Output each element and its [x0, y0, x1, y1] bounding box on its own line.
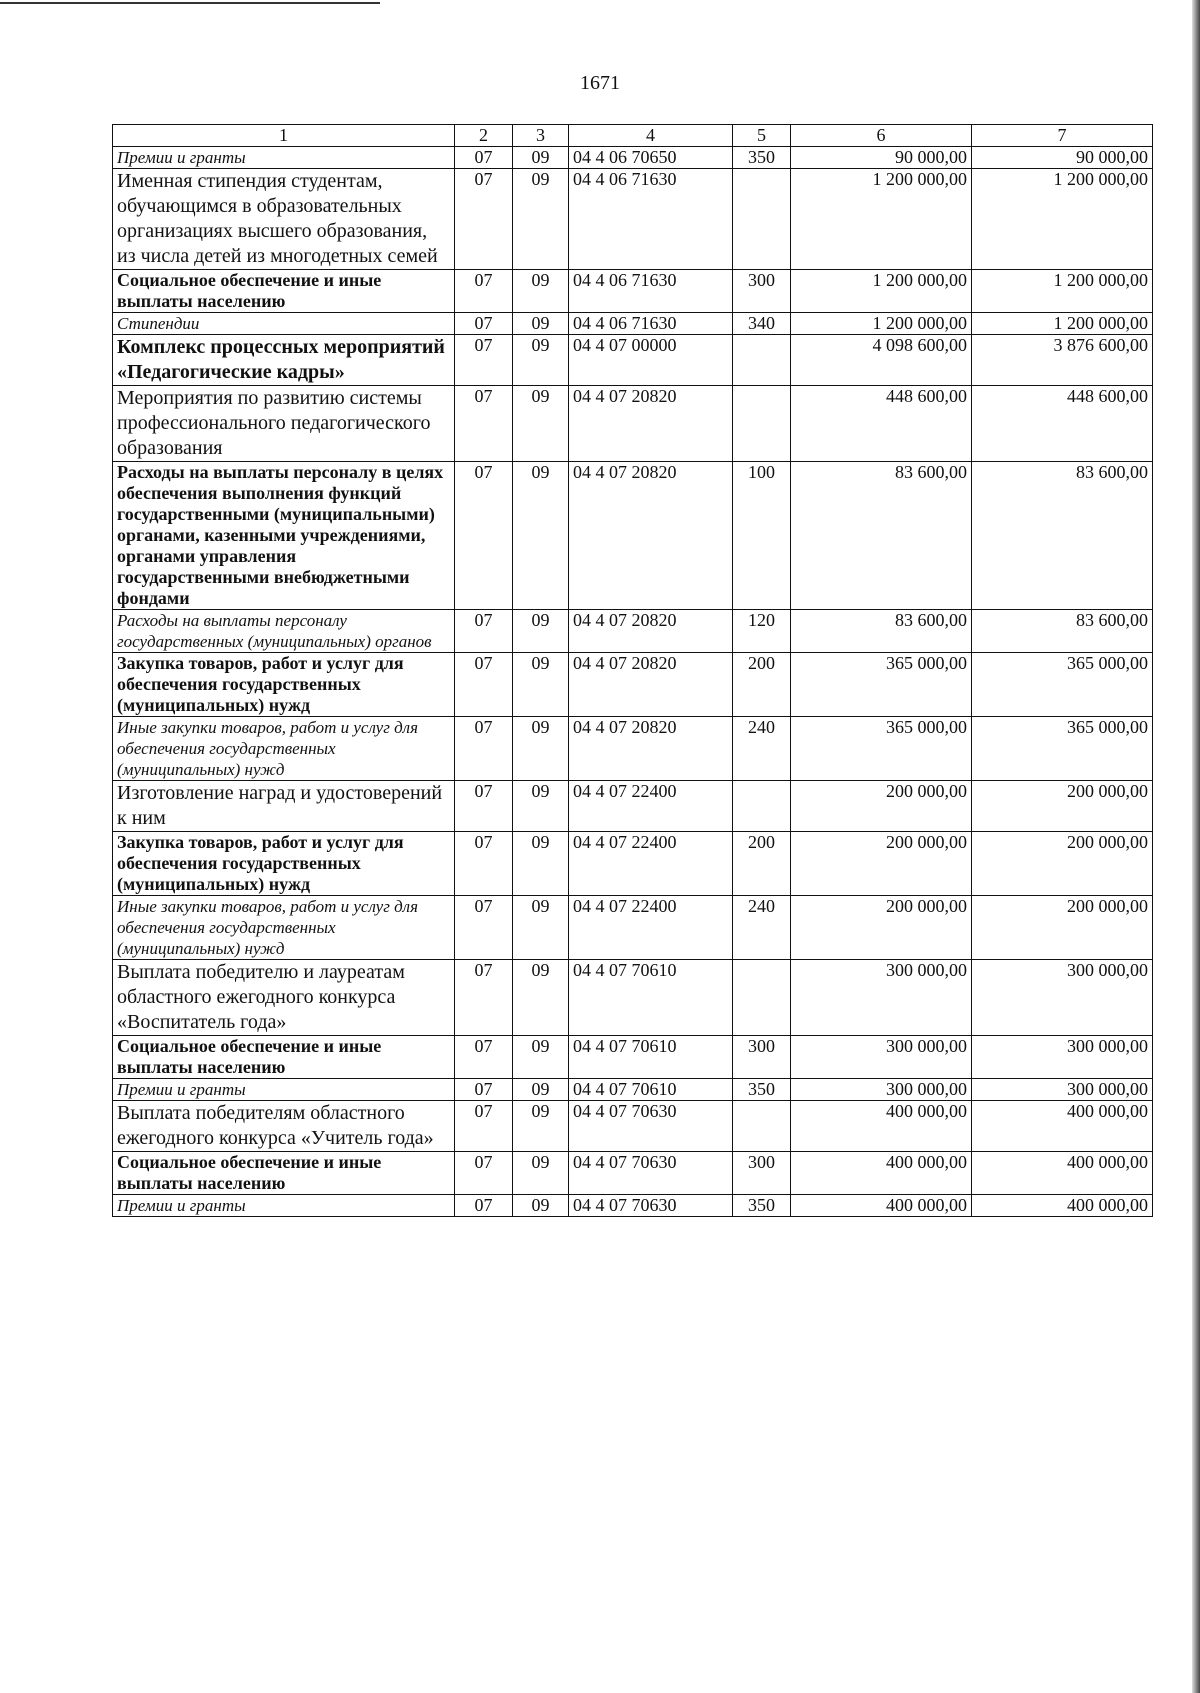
scan-artifact-line	[0, 2, 380, 4]
amount-year1-cell: 365 000,00	[791, 717, 972, 781]
row-name-cell: Закупка товаров, работ и услуг для обеспечения государственных (муниципальных) нужд	[113, 653, 455, 717]
section-code-cell: 07	[455, 1101, 513, 1152]
row-name-cell: Премии и гранты	[113, 147, 455, 169]
amount-year1-cell: 448 600,00	[791, 386, 972, 462]
header-cell-6: 6	[791, 125, 972, 147]
subsection-code-cell: 09	[513, 896, 569, 960]
table-header-row	[113, 125, 1153, 147]
subsection-code-cell: 09	[513, 313, 569, 335]
subsection-code-cell: 09	[513, 462, 569, 610]
section-code-cell: 07	[455, 610, 513, 653]
expense-type-cell: 340	[733, 313, 791, 335]
section-code-cell: 07	[455, 781, 513, 832]
amount-year1-cell: 90 000,00	[791, 147, 972, 169]
target-code-cell: 04 4 07 70610	[569, 1036, 733, 1079]
amount-year2-cell: 1 200 000,00	[972, 270, 1153, 313]
target-code-cell: 04 4 07 70630	[569, 1101, 733, 1152]
target-code-cell: 04 4 06 70650	[569, 147, 733, 169]
table-row	[113, 1079, 1153, 1101]
row-name-cell: Социальное обеспечение и иные выплаты населению	[113, 1152, 455, 1195]
row-name-cell: Расходы на выплаты персоналу в целях обеспечения выполнения функций государственными (муниципальными) органами, казенными учреждениями, органами управления государственными внебюджетными фондами	[113, 462, 455, 610]
target-code-cell: 04 4 06 71630	[569, 270, 733, 313]
table-row	[113, 610, 1153, 653]
amount-year1-cell: 400 000,00	[791, 1101, 972, 1152]
table-row	[113, 896, 1153, 960]
subsection-code-cell: 09	[513, 169, 569, 270]
row-name-cell: Выплата победителям областного ежегодного конкурса «Учитель года»	[113, 1101, 455, 1152]
target-code-cell: 04 4 07 22400	[569, 832, 733, 896]
header-cell-5: 5	[733, 125, 791, 147]
target-code-cell: 04 4 07 70630	[569, 1195, 733, 1217]
table-row	[113, 313, 1153, 335]
table-row	[113, 1195, 1153, 1217]
target-code-cell: 04 4 07 70630	[569, 1152, 733, 1195]
section-code-cell: 07	[455, 653, 513, 717]
amount-year1-cell: 400 000,00	[791, 1152, 972, 1195]
target-code-cell: 04 4 07 70610	[569, 960, 733, 1036]
expense-type-cell: 300	[733, 270, 791, 313]
expense-type-cell: 100	[733, 462, 791, 610]
section-code-cell: 07	[455, 960, 513, 1036]
target-code-cell: 04 4 06 71630	[569, 169, 733, 270]
table-row	[113, 1036, 1153, 1079]
table-row	[113, 1152, 1153, 1195]
subsection-code-cell: 09	[513, 960, 569, 1036]
table-row	[113, 462, 1153, 610]
target-code-cell: 04 4 07 20820	[569, 386, 733, 462]
expense-type-cell	[733, 335, 791, 386]
subsection-code-cell: 09	[513, 832, 569, 896]
expense-type-cell: 240	[733, 717, 791, 781]
section-code-cell: 07	[455, 169, 513, 270]
table-row	[113, 653, 1153, 717]
subsection-code-cell: 09	[513, 270, 569, 313]
expense-type-cell	[733, 169, 791, 270]
expense-type-cell: 350	[733, 1079, 791, 1101]
row-name-cell: Выплата победителю и лауреатам областного ежегодного конкурса «Воспитатель года»	[113, 960, 455, 1036]
amount-year2-cell: 200 000,00	[972, 781, 1153, 832]
section-code-cell: 07	[455, 270, 513, 313]
section-code-cell: 07	[455, 1195, 513, 1217]
target-code-cell: 04 4 07 22400	[569, 896, 733, 960]
target-code-cell: 04 4 07 00000	[569, 335, 733, 386]
amount-year1-cell: 83 600,00	[791, 610, 972, 653]
amount-year1-cell: 300 000,00	[791, 1036, 972, 1079]
row-name-cell: Мероприятия по развитию системы профессионального педагогического образования	[113, 386, 455, 462]
target-code-cell: 04 4 07 20820	[569, 462, 733, 610]
subsection-code-cell: 09	[513, 147, 569, 169]
amount-year2-cell: 300 000,00	[972, 960, 1153, 1036]
amount-year1-cell: 1 200 000,00	[791, 313, 972, 335]
section-code-cell: 07	[455, 1036, 513, 1079]
row-name-cell: Закупка товаров, работ и услуг для обеспечения государственных (муниципальных) нужд	[113, 832, 455, 896]
section-code-cell: 07	[455, 462, 513, 610]
amount-year1-cell: 300 000,00	[791, 960, 972, 1036]
amount-year2-cell: 1 200 000,00	[972, 169, 1153, 270]
section-code-cell: 07	[455, 147, 513, 169]
subsection-code-cell: 09	[513, 1101, 569, 1152]
amount-year1-cell: 200 000,00	[791, 896, 972, 960]
amount-year2-cell: 400 000,00	[972, 1101, 1153, 1152]
section-code-cell: 07	[455, 1152, 513, 1195]
amount-year1-cell: 200 000,00	[791, 832, 972, 896]
section-code-cell: 07	[455, 335, 513, 386]
subsection-code-cell: 09	[513, 1195, 569, 1217]
section-code-cell: 07	[455, 717, 513, 781]
amount-year1-cell: 1 200 000,00	[791, 270, 972, 313]
expense-type-cell	[733, 386, 791, 462]
header-cell-4: 4	[569, 125, 733, 147]
table-body	[113, 125, 1153, 1217]
scan-edge-shadow	[1192, 0, 1200, 1693]
subsection-code-cell: 09	[513, 610, 569, 653]
amount-year1-cell: 365 000,00	[791, 653, 972, 717]
header-cell-3: 3	[513, 125, 569, 147]
expense-type-cell: 300	[733, 1036, 791, 1079]
section-code-cell: 07	[455, 386, 513, 462]
subsection-code-cell: 09	[513, 1036, 569, 1079]
expense-type-cell: 120	[733, 610, 791, 653]
row-name-cell: Расходы на выплаты персоналу государственных (муниципальных) органов	[113, 610, 455, 653]
amount-year2-cell: 400 000,00	[972, 1152, 1153, 1195]
amount-year2-cell: 365 000,00	[972, 653, 1153, 717]
amount-year1-cell: 83 600,00	[791, 462, 972, 610]
expense-type-cell: 200	[733, 653, 791, 717]
row-name-cell: Премии и гранты	[113, 1195, 455, 1217]
expense-type-cell	[733, 781, 791, 832]
amount-year2-cell: 3 876 600,00	[972, 335, 1153, 386]
page-number: 1671	[580, 72, 620, 94]
expense-type-cell: 200	[733, 832, 791, 896]
amount-year2-cell: 83 600,00	[972, 462, 1153, 610]
row-name-cell: Изготовление наград и удостоверений к ним	[113, 781, 455, 832]
amount-year2-cell: 300 000,00	[972, 1079, 1153, 1101]
subsection-code-cell: 09	[513, 386, 569, 462]
amount-year2-cell: 83 600,00	[972, 610, 1153, 653]
amount-year2-cell: 200 000,00	[972, 832, 1153, 896]
subsection-code-cell: 09	[513, 717, 569, 781]
amount-year2-cell: 448 600,00	[972, 386, 1153, 462]
table-row	[113, 832, 1153, 896]
section-code-cell: 07	[455, 896, 513, 960]
table-row	[113, 270, 1153, 313]
expense-type-cell: 350	[733, 1195, 791, 1217]
table-row	[113, 717, 1153, 781]
table-row	[113, 781, 1153, 832]
table-row	[113, 1101, 1153, 1152]
amount-year2-cell: 90 000,00	[972, 147, 1153, 169]
row-name-cell: Комплекс процессных мероприятий «Педагогические кадры»	[113, 335, 455, 386]
target-code-cell: 04 4 07 20820	[569, 610, 733, 653]
table-row	[113, 147, 1153, 169]
amount-year2-cell: 365 000,00	[972, 717, 1153, 781]
amount-year1-cell: 4 098 600,00	[791, 335, 972, 386]
amount-year1-cell: 300 000,00	[791, 1079, 972, 1101]
header-cell-1: 1	[113, 125, 455, 147]
target-code-cell: 04 4 06 71630	[569, 313, 733, 335]
amount-year2-cell: 300 000,00	[972, 1036, 1153, 1079]
subsection-code-cell: 09	[513, 335, 569, 386]
row-name-cell: Иные закупки товаров, работ и услуг для обеспечения государственных (муниципальных) нужд	[113, 896, 455, 960]
subsection-code-cell: 09	[513, 781, 569, 832]
row-name-cell: Именная стипендия студентам, обучающимся в образовательных организациях высшего образования, из числа детей из многодетных семей	[113, 169, 455, 270]
expense-type-cell: 350	[733, 147, 791, 169]
row-name-cell: Социальное обеспечение и иные выплаты населению	[113, 270, 455, 313]
amount-year1-cell: 400 000,00	[791, 1195, 972, 1217]
expense-type-cell: 300	[733, 1152, 791, 1195]
expense-type-cell	[733, 960, 791, 1036]
row-name-cell: Стипендии	[113, 313, 455, 335]
amount-year1-cell: 1 200 000,00	[791, 169, 972, 270]
amount-year2-cell: 200 000,00	[972, 896, 1153, 960]
table-row	[113, 169, 1153, 270]
table-row	[113, 386, 1153, 462]
header-cell-2: 2	[455, 125, 513, 147]
expense-type-cell: 240	[733, 896, 791, 960]
header-cell-7: 7	[972, 125, 1153, 147]
target-code-cell: 04 4 07 22400	[569, 781, 733, 832]
subsection-code-cell: 09	[513, 1079, 569, 1101]
amount-year2-cell: 400 000,00	[972, 1195, 1153, 1217]
target-code-cell: 04 4 07 20820	[569, 653, 733, 717]
section-code-cell: 07	[455, 832, 513, 896]
table-row	[113, 335, 1153, 386]
row-name-cell: Социальное обеспечение и иные выплаты населению	[113, 1036, 455, 1079]
amount-year1-cell: 200 000,00	[791, 781, 972, 832]
budget-table	[112, 124, 1153, 1217]
section-code-cell: 07	[455, 313, 513, 335]
table-row	[113, 960, 1153, 1036]
amount-year2-cell: 1 200 000,00	[972, 313, 1153, 335]
row-name-cell: Премии и гранты	[113, 1079, 455, 1101]
row-name-cell: Иные закупки товаров, работ и услуг для обеспечения государственных (муниципальных) нужд	[113, 717, 455, 781]
target-code-cell: 04 4 07 20820	[569, 717, 733, 781]
subsection-code-cell: 09	[513, 1152, 569, 1195]
target-code-cell: 04 4 07 70610	[569, 1079, 733, 1101]
expense-type-cell	[733, 1101, 791, 1152]
subsection-code-cell: 09	[513, 653, 569, 717]
section-code-cell: 07	[455, 1079, 513, 1101]
